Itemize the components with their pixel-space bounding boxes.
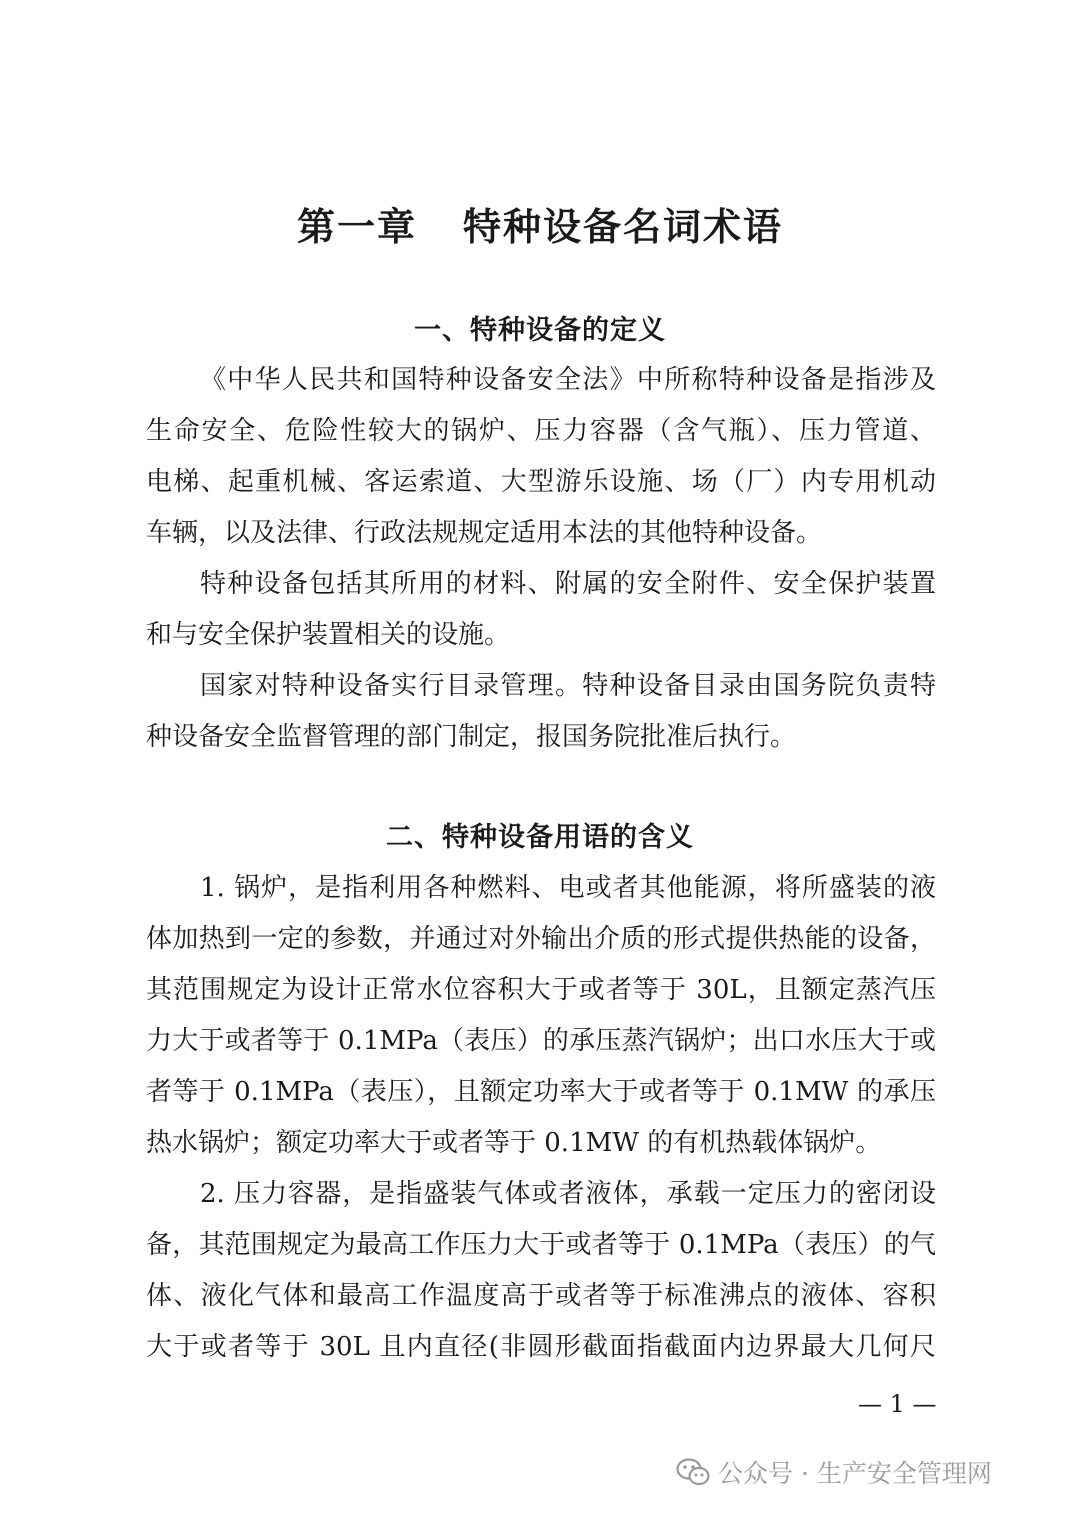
section-title-terms: 二、特种设备用语的含义 bbox=[386, 822, 694, 853]
paragraph-line: 体、液化气体和最高工作温度高于或者等于标准沸点的液体、容积 bbox=[146, 1281, 936, 1311]
page-number: — 1 — bbox=[858, 1390, 937, 1418]
paragraph-line: 电梯、起重机械、客运索道、大型游乐设施、场（厂）内专用机动 bbox=[146, 467, 936, 497]
section-title-definition: 一、特种设备的定义 bbox=[414, 315, 666, 346]
watermark bbox=[676, 1452, 992, 1492]
watermark-text: 公众号 · 生产安全管理网 bbox=[718, 1459, 992, 1488]
paragraph-line: 生命安全、危险性较大的锅炉、压力容器（含气瓶）、压力管道、 bbox=[146, 416, 936, 446]
paragraph-line: 1. 锅炉，是指利用各种燃料、电或者其他能源，将所盛装的液 bbox=[200, 873, 936, 903]
paragraph-line: 2. 压力容器，是指盛装气体或者液体，承载一定压力的密闭设 bbox=[200, 1179, 936, 1209]
paragraph-line: 《中华人民共和国特种设备安全法》中所称特种设备是指涉及 bbox=[200, 365, 936, 395]
chapter-number: 第一章 bbox=[296, 204, 417, 249]
chapter-title bbox=[0, 196, 1080, 251]
paragraph-line: 备，其范围规定为最高工作压力大于或者等于 0.1MPa（表压）的气 bbox=[146, 1230, 936, 1260]
paragraph-line: 车辆，以及法律、行政法规规定适用本法的其他特种设备。 bbox=[146, 518, 823, 548]
paragraph-line: 热水锅炉；额定功率大于或者等于 0.1MW 的有机热载体锅炉。 bbox=[146, 1128, 882, 1158]
chapter-name: 特种设备名词术语 bbox=[463, 204, 784, 249]
paragraph-line: 国家对特种设备实行目录管理。特种设备目录由国务院负责特 bbox=[200, 671, 936, 701]
paragraph-line: 体加热到一定的参数，并通过对外输出介质的形式提供热能的设备， bbox=[146, 924, 936, 954]
paragraph-line: 力大于或者等于 0.1MPa（表压）的承压蒸汽锅炉；出口水压大于或 bbox=[146, 1026, 936, 1056]
wechat-icon bbox=[676, 1457, 710, 1487]
paragraph-line: 和与安全保护装置相关的设施。 bbox=[146, 620, 511, 650]
paragraph-line: 特种设备包括其所用的材料、附属的安全附件、安全保护装置 bbox=[200, 569, 936, 599]
paragraph-line: 种设备安全监督管理的部门制定，报国务院批准后执行。 bbox=[146, 722, 797, 752]
paragraph-line: 大于或者等于 30L 且内直径(非圆形截面指截面内边界最大几何尺 bbox=[146, 1332, 936, 1362]
paragraph-line: 者等于 0.1MPa（表压），且额定功率大于或者等于 0.1MW 的承压 bbox=[146, 1077, 936, 1107]
paragraph-line: 其范围规定为设计正常水位容积大于或者等于 30L，且额定蒸汽压 bbox=[146, 975, 936, 1005]
